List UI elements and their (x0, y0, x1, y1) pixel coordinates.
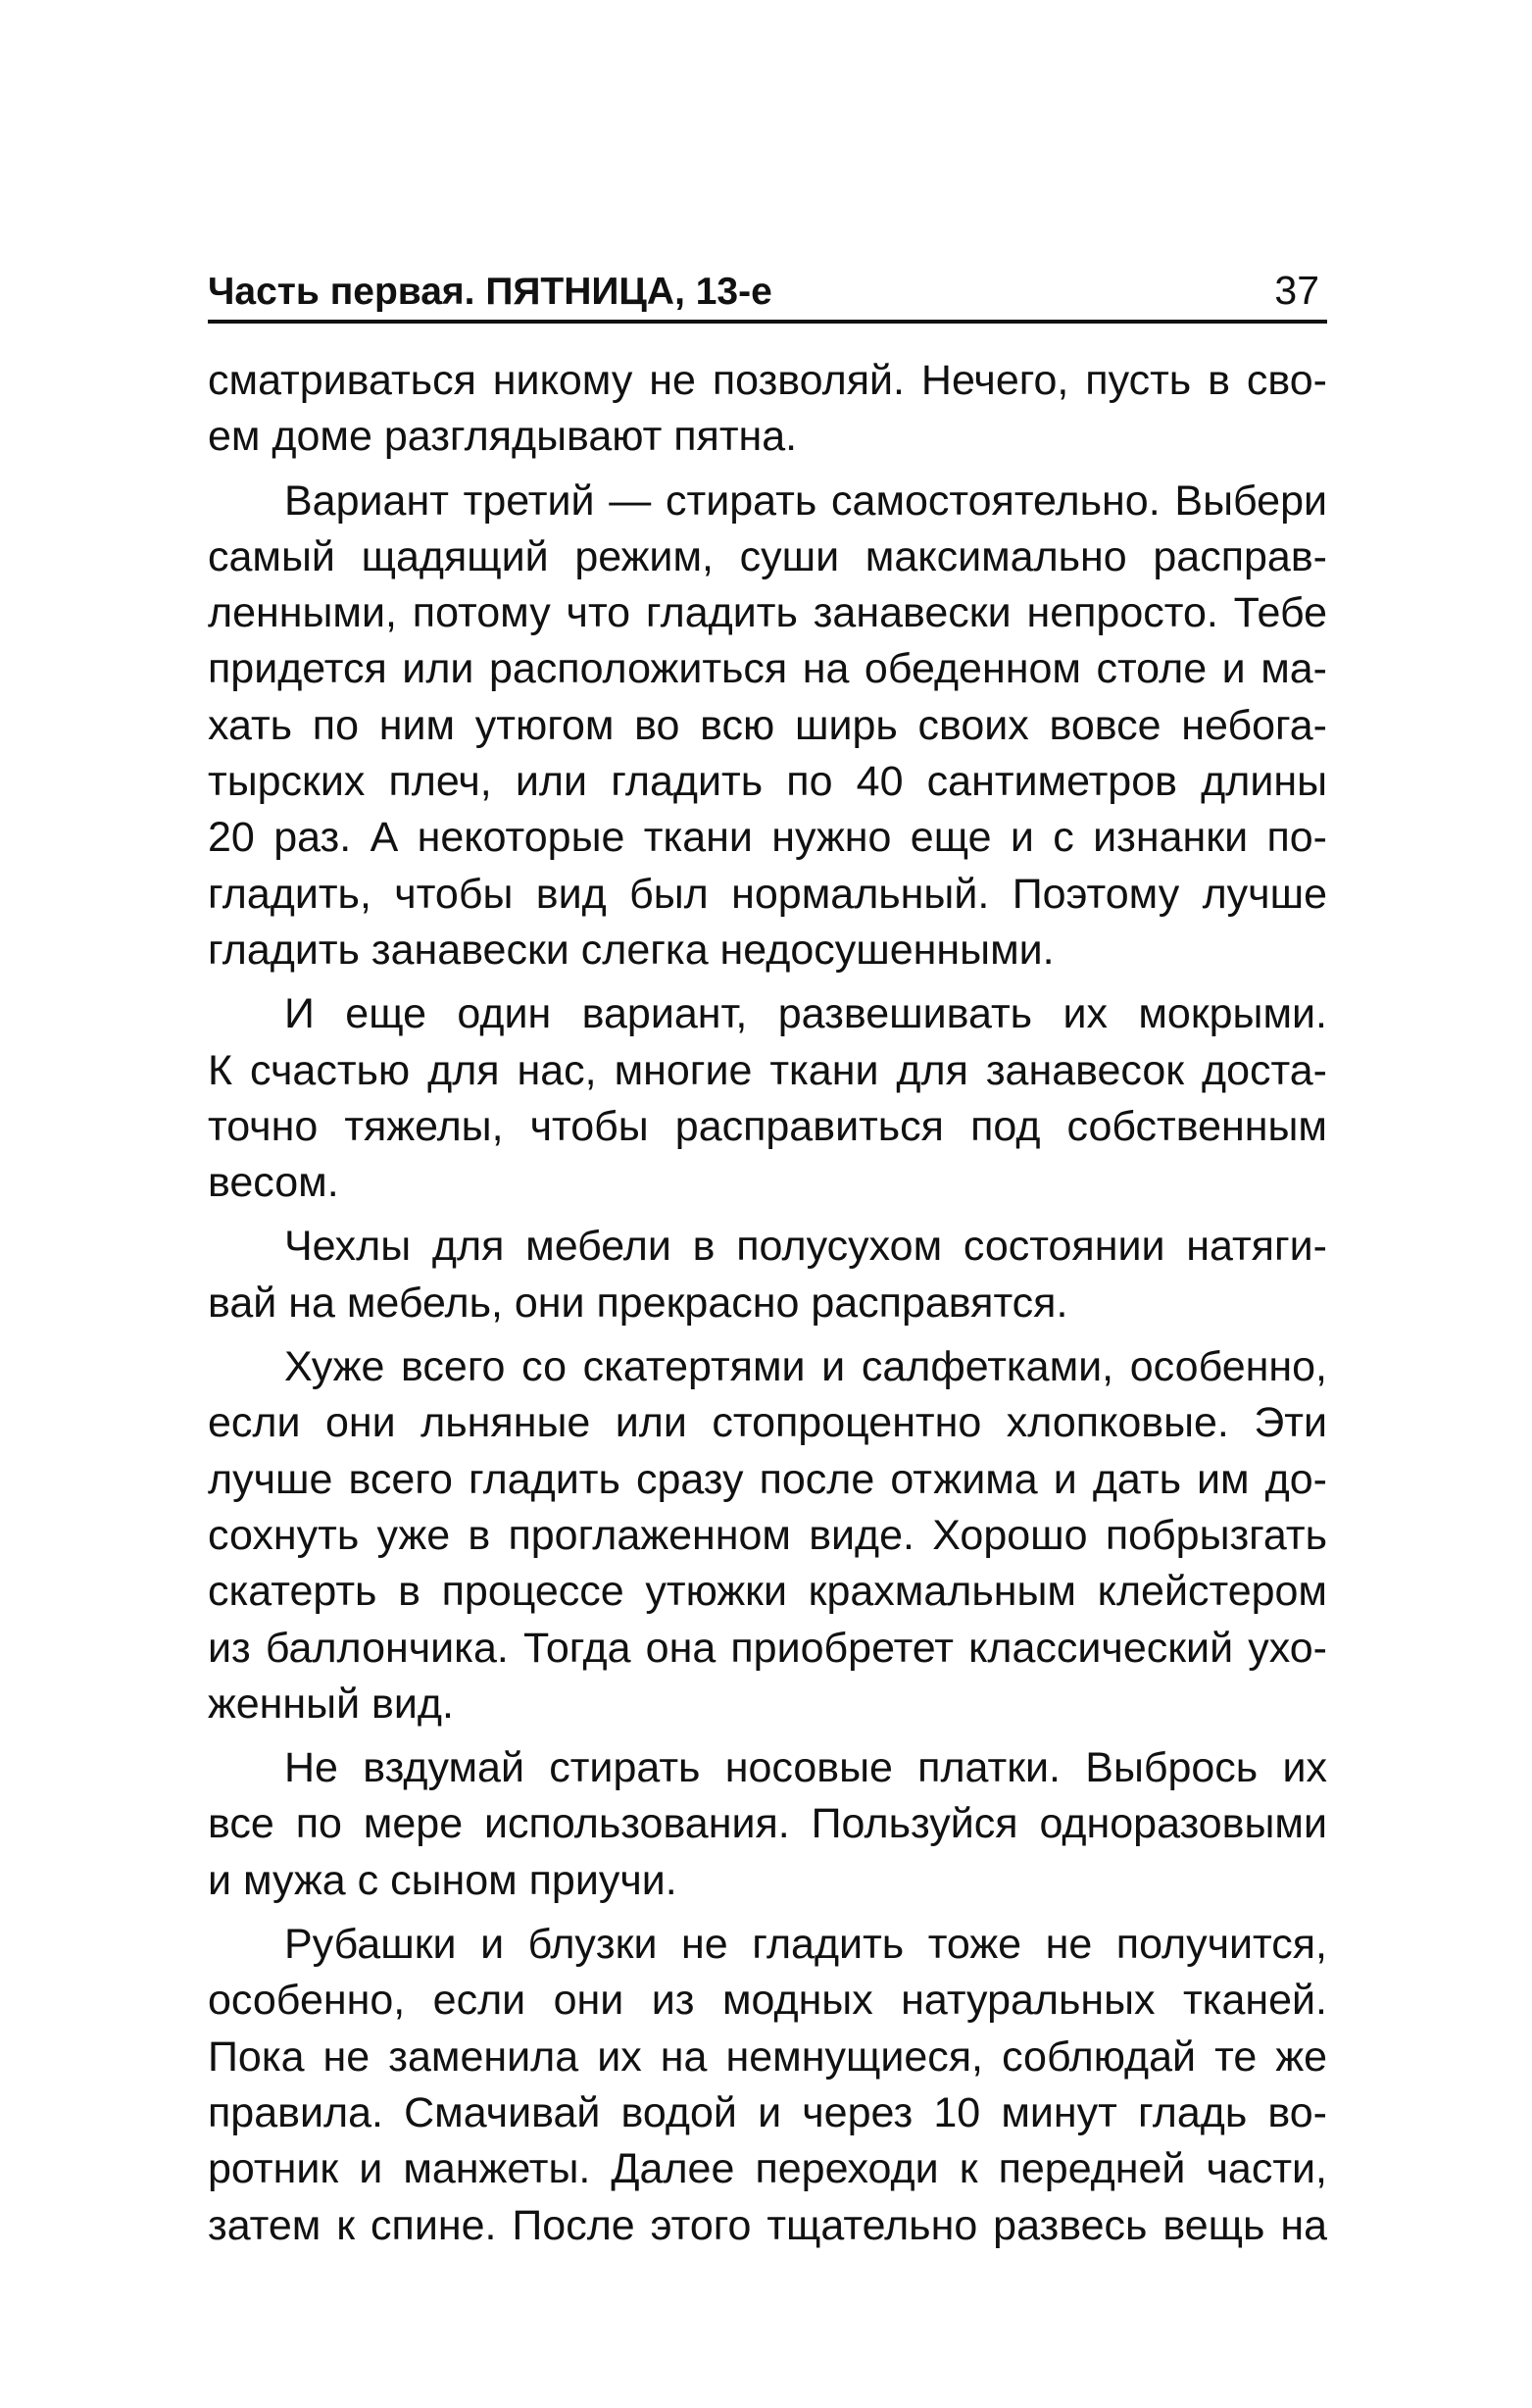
text-line: гладить, чтобы вид был нормальный. Поэтому лучше (208, 870, 1327, 918)
page-number: 37 (1274, 268, 1319, 313)
paragraph (208, 986, 1327, 1211)
paragraph (208, 1219, 1327, 1331)
text-line: затем к спине. После этого тщательно развесь вещь на (208, 2201, 1327, 2249)
text-line: Пока не заменила их на немнущиеся, соблюдай те же (208, 2032, 1327, 2081)
text-line: из баллончика. Тогда она приобретет классический ухо- (208, 1624, 1327, 1672)
paragraph (208, 353, 1327, 466)
text-line: лучше всего гладить сразу после отжима и дать им до- (208, 1455, 1327, 1503)
text-line: гладить занавески слегка недосушенными. (208, 926, 1055, 974)
text-line: придется или расположиться на обеденном столе и ма- (208, 645, 1327, 693)
text-line: Не вздумай стирать носовые платки. Выбрось их (284, 1744, 1327, 1792)
body-text (208, 353, 1327, 2254)
text-line: точно тяжелы, чтобы расправиться под собственным (208, 1102, 1327, 1150)
text-line: правила. Смачивай водой и через 10 минут гладь во- (208, 2088, 1327, 2136)
paragraph (208, 1339, 1327, 1732)
running-head (208, 257, 1327, 324)
paragraph (208, 1917, 1327, 2254)
text-line: скатерть в процессе утюжки крахмальным клейстером (208, 1568, 1327, 1616)
text-line: И еще один вариант, развешивать их мокрыми. (284, 990, 1327, 1038)
text-line: Рубашки и блузки не гладить тоже не получится, (284, 1921, 1327, 1969)
text-line: ротник и манжеты. Далее переходи к передней части, (208, 2145, 1327, 2193)
text-line: ем доме разглядывают пятна. (208, 413, 798, 461)
text-line: женный вид. (208, 1680, 454, 1728)
text-line: если они льняные или стопроцентно хлопковые. Эти (208, 1399, 1327, 1447)
text-line: вай на мебель, они прекрасно расправятся. (208, 1279, 1068, 1327)
text-line: хать по ним утюгом во всю ширь своих вовсе небога- (208, 701, 1327, 749)
text-line: ленными, потому что гладить занавески непросто. Тебе (208, 589, 1327, 637)
text-line: особенно, если они из модных натуральных тканей. (208, 1977, 1327, 2025)
text-line: Хуже всего со скатертями и салфетками, особенно, (284, 1343, 1327, 1391)
chapter-title: Часть первая. ПЯТНИЦА, 13-е (208, 271, 772, 313)
text-line: и мужа с сыном приучи. (208, 1856, 677, 1904)
paragraph (208, 1740, 1327, 1909)
text-line: К счастью для нас, многие ткани для занавесок доста- (208, 1046, 1327, 1094)
text-line: сохнуть уже в проглаженном виде. Хорошо побрызгать (208, 1511, 1327, 1559)
text-line: весом. (208, 1159, 339, 1207)
text-line: Чехлы для мебели в полусухом состоянии натяги- (284, 1223, 1327, 1271)
text-line: тырских плеч, или гладить по 40 сантиметров длины (208, 758, 1327, 806)
text-line: 20 раз. А некоторые ткани нужно еще и с изнанки по- (208, 814, 1327, 862)
text-line: все по мере использования. Пользуйся одноразовыми (208, 1800, 1327, 1848)
text-line: Вариант третий — стирать самостоятельно. Выбери (284, 477, 1327, 525)
paragraph (208, 474, 1327, 979)
text-line: сматриваться никому не позволяй. Нечего, пусть в сво- (208, 357, 1327, 404)
text-line: самый щадящий режим, суши максимально расправ- (208, 532, 1327, 580)
